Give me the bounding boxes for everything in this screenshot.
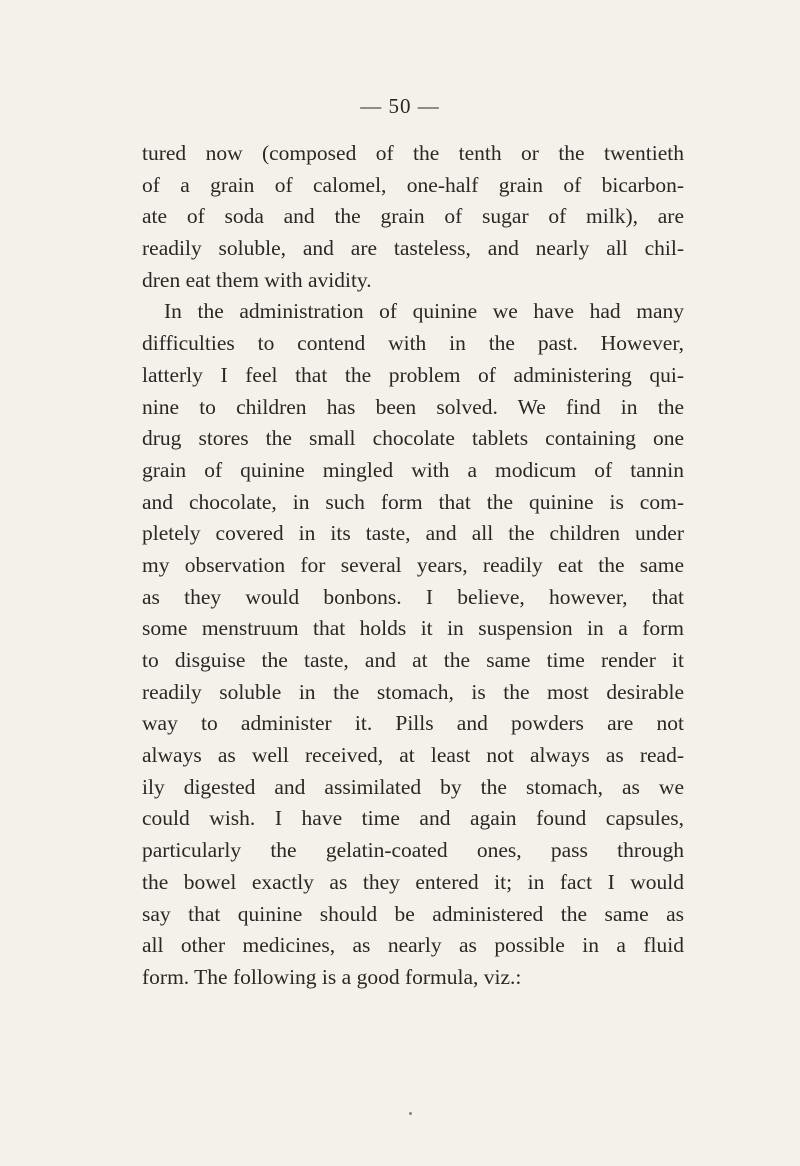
text-line: tured now (composed of the tenth or the twentieth bbox=[142, 141, 684, 165]
text-line: to disguise the taste, and at the same time render it bbox=[142, 648, 684, 672]
text-line: the bowel exactly as they entered it; in fact I would bbox=[142, 869, 684, 894]
text-line: as they would bonbons. I believe, however, that bbox=[142, 584, 684, 609]
text-line: of a grain of calomel, one-half grain of bicarbon- bbox=[142, 172, 684, 197]
page-number: — 50 — bbox=[360, 94, 440, 118]
text-line: particularly the gelatin-coated ones, pass through bbox=[142, 838, 684, 863]
text-line: latterly I feel that the problem of administering qui- bbox=[142, 362, 684, 387]
text-line: could wish. I have time and again found capsules, bbox=[142, 806, 684, 831]
text-line: readily soluble in the stomach, is the most desirable bbox=[142, 679, 684, 704]
text-line: always as well received, at least not always as read- bbox=[142, 743, 684, 768]
text-line: dren eat them with avidity. bbox=[142, 267, 372, 292]
text-line: readily soluble, and are tasteless, and nearly all chil- bbox=[142, 236, 684, 261]
paper-speck bbox=[409, 1112, 412, 1115]
text-line: difficulties to contend with in the past. However, bbox=[142, 331, 684, 356]
text-line: grain of quinine mingled with a modicum of tannin bbox=[142, 457, 684, 482]
text-line: nine to children has been solved. We find in the bbox=[142, 394, 684, 419]
text-line: In the administration of quinine we have had many bbox=[164, 299, 684, 324]
text-line: and chocolate, in such form that the quinine is com- bbox=[142, 489, 684, 514]
text-line: say that quinine should be administered the same as bbox=[142, 901, 684, 926]
text-line: drug stores the small chocolate tablets containing one bbox=[142, 426, 684, 451]
text-line: all other medicines, as nearly as possible in a fluid bbox=[142, 933, 684, 958]
text-line: some menstruum that holds it in suspension in a form bbox=[142, 616, 684, 641]
text-line: pletely covered in its taste, and all the children under bbox=[142, 521, 684, 546]
text-line: form. The following is a good formula, viz.: bbox=[142, 964, 522, 989]
text-line: ily digested and assimilated by the stomach, as we bbox=[142, 774, 684, 799]
body-text bbox=[142, 138, 684, 994]
text-line: my observation for several years, readily eat the same bbox=[142, 552, 684, 577]
text-line: way to administer it. Pills and powders are not bbox=[142, 711, 684, 736]
text-line: ate of soda and the grain of sugar of milk), are bbox=[142, 204, 684, 229]
